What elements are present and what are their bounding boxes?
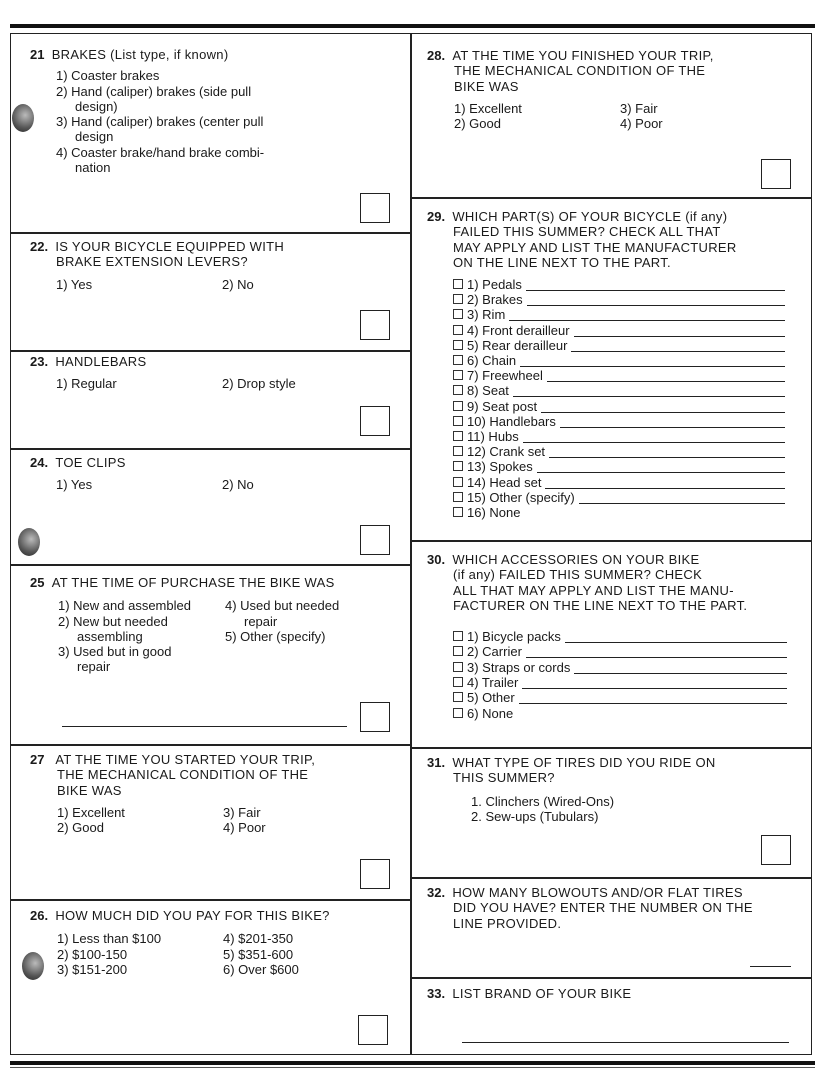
checkbox[interactable] [453, 401, 463, 411]
question-number: 21 [30, 47, 45, 62]
question-32 [427, 885, 802, 931]
option: 1. Clinchers (Wired-Ons) [471, 793, 615, 809]
manufacturer-line[interactable] [523, 442, 785, 443]
accessories-list [453, 629, 788, 729]
question-text: AT THE TIME YOU STARTED YOUR TRIP, [55, 752, 316, 767]
checklist-label: 16) None [467, 505, 521, 520]
manufacturer-line[interactable] [526, 290, 785, 291]
count-line[interactable] [750, 966, 791, 967]
manufacturer-line[interactable] [574, 336, 785, 337]
checkbox[interactable] [453, 492, 463, 502]
checklist-item [453, 459, 533, 474]
question-25 [30, 575, 400, 678]
manufacturer-line[interactable] [549, 457, 785, 458]
checkbox[interactable] [453, 294, 463, 304]
answer-box-23[interactable] [360, 406, 390, 436]
question-26 [30, 908, 400, 979]
checkbox[interactable] [453, 631, 463, 641]
question-text: WHICH ACCESSORIES ON YOUR BIKE [452, 552, 700, 567]
question-number: 23. [30, 354, 49, 369]
question-text: TOE CLIPS [55, 455, 126, 470]
question-text: BRAKE EXTENSION LEVERS? [56, 254, 248, 270]
manufacturer-line[interactable] [571, 351, 785, 352]
column-divider [410, 33, 412, 1055]
question-text: LINE PROVIDED. [453, 915, 562, 931]
checklist-label: 11) Hubs [467, 429, 519, 444]
checkbox[interactable] [453, 370, 463, 380]
question-number: 31. [427, 755, 446, 770]
checklist-label: 1) Pedals [467, 277, 522, 292]
checklist-label: 13) Spokes [467, 459, 533, 475]
question-number: 29. [427, 209, 446, 224]
checklist-item [453, 629, 561, 644]
question-text: THE MECHANICAL CONDITION OF THE [454, 63, 706, 79]
option: 1) Coaster brakes [56, 68, 160, 84]
question-number: 27 [30, 752, 45, 767]
question-24 [30, 455, 400, 495]
checklist-item [453, 429, 519, 444]
option-cont: design) [75, 98, 118, 114]
divider [410, 977, 812, 979]
bottom-rule-thin [10, 1067, 815, 1068]
option: 2) Good [454, 115, 501, 131]
question-27 [30, 752, 400, 837]
checklist-label: 15) Other (specify) [467, 489, 575, 505]
option: 4) Coaster brake/hand brake combi- [56, 144, 265, 160]
punch-hole [18, 528, 40, 556]
divider [10, 899, 410, 901]
question-text: HOW MUCH DID YOU PAY FOR THIS BIKE? [55, 908, 330, 923]
manufacturer-line[interactable] [522, 688, 787, 689]
question-text: WHAT TYPE OF TIRES DID YOU RIDE ON [452, 755, 716, 770]
checklist-label: 2) Carrier [467, 644, 522, 660]
question-text: HANDLEBARS [55, 354, 147, 369]
option: 3) Fair [223, 804, 261, 820]
manufacturer-line[interactable] [520, 366, 785, 367]
option: 3) Hand (caliper) brakes (center pull [56, 114, 264, 130]
checklist-item [453, 292, 523, 307]
manufacturer-line[interactable] [560, 427, 785, 428]
checklist-label: 6) Chain [467, 353, 517, 368]
checkbox[interactable] [453, 325, 463, 335]
checklist-label: 3) Straps or cords [467, 659, 571, 675]
checkbox[interactable] [453, 646, 463, 656]
checkbox[interactable] [453, 477, 463, 487]
specify-line[interactable] [62, 726, 347, 727]
divider [410, 877, 812, 879]
question-23 [30, 354, 400, 394]
checklist-label: 2) Brakes [467, 292, 523, 308]
option: 3) Fair [620, 100, 658, 116]
checkbox[interactable] [453, 355, 463, 365]
manufacturer-line[interactable] [565, 642, 787, 643]
answer-box-24[interactable] [360, 525, 390, 555]
manufacturer-line[interactable] [513, 396, 785, 397]
checklist-item [453, 399, 537, 414]
question-text: THIS SUMMER? [453, 770, 555, 786]
option: 2) $100-150 [57, 946, 128, 962]
question-text: FACTURER ON THE LINE NEXT TO THE PART. [453, 597, 748, 613]
question-number: 28. [427, 48, 446, 63]
checkbox[interactable] [453, 461, 463, 471]
checkbox[interactable] [453, 385, 463, 395]
question-number: 32. [427, 885, 446, 900]
checklist-item [453, 338, 567, 353]
question-text: BIKE WAS [454, 78, 519, 94]
manufacturer-line[interactable] [527, 305, 785, 306]
checkbox[interactable] [453, 309, 463, 319]
checkbox[interactable] [453, 507, 463, 517]
bottom-rule [10, 1061, 815, 1065]
checklist-label: 4) Trailer [467, 674, 519, 690]
checklist-item [453, 383, 509, 398]
option: 1) Yes [56, 477, 93, 493]
checklist-label: 5) Rear derailleur [467, 337, 568, 353]
checkbox[interactable] [453, 692, 463, 702]
question-text: AT THE TIME OF PURCHASE THE BIKE WAS [51, 575, 335, 590]
checkbox[interactable] [453, 431, 463, 441]
checkbox[interactable] [453, 662, 463, 672]
option: 4) Poor [620, 115, 663, 131]
checklist-label: 14) Head set [467, 474, 542, 490]
option-cont: design [75, 129, 114, 145]
manufacturer-line[interactable] [541, 412, 785, 413]
manufacturer-line[interactable] [547, 381, 785, 382]
question-number: 22. [30, 239, 49, 254]
checklist-label: 8) Seat [467, 383, 509, 399]
checklist-item [453, 277, 522, 292]
question-text: HOW MANY BLOWOUTS AND/OR FLAT TIRES [452, 885, 743, 900]
option: 1) New and assembled [58, 598, 191, 614]
question-number: 30. [427, 552, 446, 567]
divider [10, 350, 410, 352]
divider [10, 448, 410, 450]
option-cont: assembling [77, 628, 143, 644]
option: 2) No [222, 276, 254, 292]
question-number: 24. [30, 455, 49, 470]
option: 1) Excellent [454, 100, 522, 116]
question-text: BIKE WAS [57, 782, 122, 798]
option: 4) Poor [223, 819, 266, 835]
question-text: AT THE TIME YOU FINISHED YOUR TRIP, [452, 48, 714, 63]
checklist-item [453, 490, 575, 505]
checklist-label: 12) Crank set [467, 444, 546, 460]
option: 1) Less than $100 [57, 931, 162, 947]
checklist-item [453, 660, 570, 675]
answer-box-22[interactable] [360, 310, 390, 340]
option: 3) Used but in good [58, 644, 172, 660]
divider [10, 744, 410, 746]
checklist-item [453, 368, 543, 383]
manufacturer-line[interactable] [545, 488, 785, 489]
checklist-label: 5) Other [467, 690, 515, 706]
manufacturer-line[interactable] [537, 472, 785, 473]
question-text: LIST BRAND OF YOUR BIKE [452, 986, 632, 1001]
divider [410, 197, 812, 199]
checklist-item [453, 644, 522, 659]
checklist-item [453, 675, 518, 690]
question-text: ON THE LINE NEXT TO THE PART. [453, 254, 671, 270]
question-text: IS YOUR BICYCLE EQUIPPED WITH [55, 239, 285, 254]
checklist-label: 7) Freewheel [467, 368, 543, 384]
question-number: 33. [427, 986, 446, 1001]
option: 3) $151-200 [57, 961, 128, 977]
checkbox[interactable] [453, 279, 463, 289]
divider [10, 232, 410, 234]
option: 5) $351-600 [223, 946, 294, 962]
question-33 [427, 986, 802, 1001]
question-29 [427, 209, 802, 270]
checklist-label: 1) Bicycle packs [467, 629, 561, 644]
divider [10, 564, 410, 566]
answer-box-26[interactable] [358, 1015, 388, 1045]
checklist-label: 10) Handlebars [467, 413, 556, 429]
option-cont: repair [77, 659, 111, 675]
checklist-item [453, 505, 520, 520]
brand-line[interactable] [462, 1042, 789, 1043]
checklist-label: 3) Rim [467, 307, 506, 323]
checklist-item [453, 353, 516, 368]
checklist-item [453, 307, 505, 322]
manufacturer-line[interactable] [509, 320, 785, 321]
checkbox[interactable] [453, 677, 463, 687]
checklist-item [453, 690, 515, 705]
question-text: DID YOU HAVE? ENTER THE NUMBER ON THE [453, 900, 753, 916]
question-number: 25 [30, 575, 45, 590]
question-text: (if any) FAILED THIS SUMMER? CHECK [453, 567, 703, 583]
option: 1) Excellent [57, 804, 125, 820]
option: 6) Over $600 [223, 961, 299, 977]
question-30 [427, 552, 802, 613]
answer-box-28[interactable] [761, 159, 791, 189]
question-text: THE MECHANICAL CONDITION OF THE [57, 767, 309, 783]
option: 2. Sew-ups (Tubulars) [471, 808, 599, 824]
option-cont: repair [244, 613, 278, 629]
top-rule [10, 24, 815, 28]
question-22 [30, 239, 400, 295]
option-cont: nation [75, 160, 111, 176]
checklist-item [453, 444, 545, 459]
manufacturer-line[interactable] [519, 703, 787, 704]
option: 4) $201-350 [223, 931, 294, 947]
checkbox[interactable] [453, 416, 463, 426]
checklist-item [453, 414, 556, 429]
manufacturer-line[interactable] [526, 657, 787, 658]
parts-list [453, 277, 788, 527]
option: 1) Yes [56, 276, 93, 292]
divider [410, 540, 812, 542]
checklist-label: 9) Seat post [467, 398, 538, 414]
option: 1) Regular [56, 376, 117, 392]
question-text: MAY APPLY AND LIST THE MANUFACTURER [453, 239, 737, 255]
question-number: 26. [30, 908, 49, 923]
question-31 [427, 755, 802, 824]
answer-box-27[interactable] [360, 859, 390, 889]
option: 2) Drop style [222, 376, 296, 392]
question-text: BRAKES (List type, if known) [51, 47, 229, 62]
option: 2) Good [57, 819, 104, 835]
answer-box-31[interactable] [761, 835, 791, 865]
manufacturer-line[interactable] [579, 503, 785, 504]
checkbox[interactable] [453, 446, 463, 456]
divider [410, 747, 812, 749]
option: 5) Other (specify) [225, 628, 326, 644]
manufacturer-line[interactable] [574, 673, 787, 674]
checklist-item [453, 323, 570, 338]
checklist-item [453, 706, 513, 721]
checklist-label: 4) Front derailleur [467, 322, 570, 338]
option: 2) New but needed [58, 613, 168, 629]
question-28 [427, 48, 802, 133]
checkbox[interactable] [453, 340, 463, 350]
option: 2) No [222, 477, 254, 493]
checklist-label: 6) None [467, 705, 514, 721]
question-text: FAILED THIS SUMMER? CHECK ALL THAT [453, 224, 721, 240]
option: 2) Hand (caliper) brakes (side pull [56, 83, 252, 99]
question-21 [30, 47, 400, 227]
checklist-item [453, 475, 541, 490]
question-text: WHICH PART(S) OF YOUR BICYCLE (if any) [452, 209, 728, 224]
option: 4) Used but needed [225, 598, 340, 614]
question-text: ALL THAT MAY APPLY AND LIST THE MANU- [453, 582, 734, 598]
answer-box-21[interactable] [360, 193, 390, 223]
checkbox[interactable] [453, 708, 463, 718]
answer-box-25[interactable] [360, 702, 390, 732]
